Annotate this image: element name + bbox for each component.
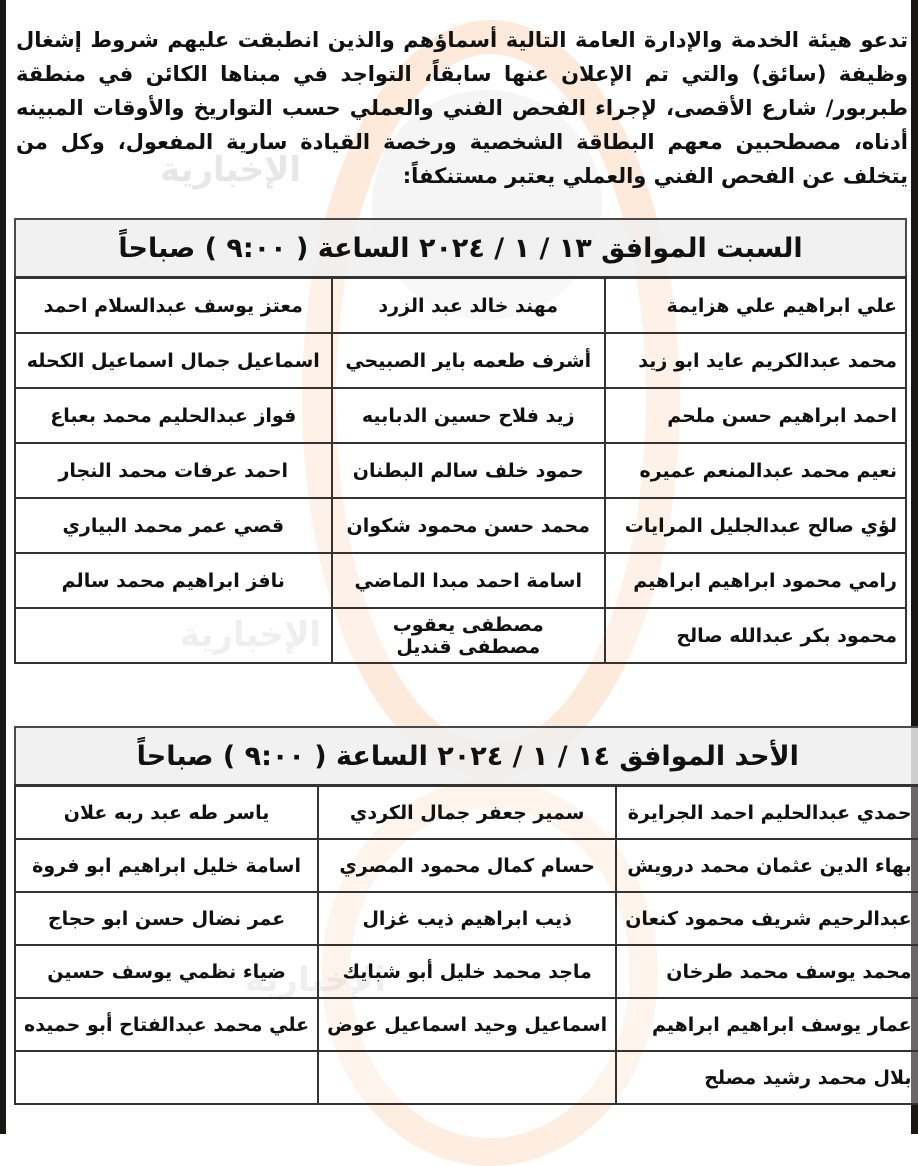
watermark-brand-text: الإخبارية [245, 960, 387, 1000]
name-cell: نافز ابراهيم محمد سالم [15, 553, 332, 608]
name-cell: بلال محمد رشيد مصلح [616, 1051, 918, 1104]
schedule-header: الأحد الموافق ١٤ / ١ / ٢٠٢٤ الساعة ( ٩:٠٠ ) صباحاً [15, 727, 918, 786]
name-cell: ذيب ابراهيم ذيب غزال [318, 892, 616, 945]
name-cell: اسماعيل وحيد اسماعيل عوض [318, 998, 616, 1051]
table-row [15, 839, 918, 892]
name-cell: حمدي عبدالحليم احمد الجرايرة [616, 786, 918, 840]
watermark-brand-text: الإخبارية [180, 615, 322, 655]
name-cell: رامي محمود ابراهيم ابراهيم [605, 553, 906, 608]
name-cell: علي ابراهيم علي هزايمة [605, 278, 906, 334]
name-cell: احمد ابراهيم حسن ملحم [605, 388, 906, 443]
schedule-body [15, 278, 906, 664]
name-cell: معتز يوسف عبدالسلام احمد [15, 278, 332, 334]
table-row [15, 443, 906, 498]
name-cell: اسامة احمد مبدا الماضي [332, 553, 605, 608]
schedule-table-sunday [14, 726, 918, 1105]
name-cell: اسماعيل جمال اسماعيل الكحله [15, 333, 332, 388]
schedule-header: السبت الموافق ١٣ / ١ / ٢٠٢٤ الساعة ( ٩:٠٠ ) صباحاً [15, 219, 906, 278]
table-row [15, 388, 906, 443]
name-cell: حسام كمال محمود المصري [318, 839, 616, 892]
name-cell: علي محمد عبدالفتاح أبو حميده [15, 998, 318, 1051]
watermark-brand-text: الإخبارية [160, 150, 302, 190]
name-cell: لؤي صالح عبدالجليل المرايات [605, 498, 906, 553]
schedule-table-saturday [14, 218, 907, 664]
name-cell: عبدالرحيم شريف محمود كنعان [616, 892, 918, 945]
name-cell: محمد حسن محمود شكوان [332, 498, 605, 553]
name-cell: عمر نضال حسن ابو حجاج [15, 892, 318, 945]
name-cell: قصي عمر محمد البياري [15, 498, 332, 553]
name-cell: حمود خلف سالم البطنان [332, 443, 605, 498]
name-cell: محمود بكر عبدالله صالح [605, 608, 906, 663]
name-cell: اسامة خليل ابراهيم ابو فروة [15, 839, 318, 892]
name-cell: ماجد محمد خليل أبو شبايك [318, 945, 616, 998]
table-row [15, 1051, 918, 1104]
table-row [15, 998, 918, 1051]
table-row [15, 608, 906, 663]
intro-paragraph: تدعو هيئة الخدمة والإدارة العامة التالية أسماؤهم والذين انطبقت عليهم شروط إشغال وظيفة (سائق) والتي تم الإعلان عنها سابقاً، التواجد في مبناها الكائن في منطقة طبربور/ شارع الأقصى، لإجراء الفحص الفني والعملي حسب التواريخ والأوقات المبينه أدناه، مصطحبين معهم البطاقة الشخصية ورخصة القيادة سارية المفعول، وكل من يتخلف عن الفحص الفني والعملي يعتبر مستنكفاً: [16, 28, 908, 188]
empty-cell [318, 1051, 616, 1104]
table-row [15, 892, 918, 945]
schedule-body [15, 786, 918, 1105]
name-cell: نعيم محمد عبدالمنعم عميره [605, 443, 906, 498]
name-cell: محمد يوسف محمد طرخان [616, 945, 918, 998]
name-cell: بهاء الدين عثمان محمد درويش [616, 839, 918, 892]
name-cell: فواز عبدالحليم محمد بعباع [15, 388, 332, 443]
name-cell: ضياء نظمي يوسف حسين [15, 945, 318, 998]
page-frame-left [0, 0, 6, 1134]
empty-cell [15, 1051, 318, 1104]
table-row [15, 333, 906, 388]
name-cell: أشرف طعمه باير الصبيحي [332, 333, 605, 388]
table-row [15, 278, 906, 334]
name-cell: عمار يوسف ابراهيم ابراهيم [616, 998, 918, 1051]
name-cell: مصطفى يعقوب مصطفى قنديل [332, 608, 605, 663]
empty-cell [15, 608, 332, 663]
name-cell: احمد عرفات محمد النجار [15, 443, 332, 498]
table-row [15, 945, 918, 998]
name-cell: ياسر طه عبد ربه علان [15, 786, 318, 840]
name-cell: محمد عبدالكريم عايد ابو زيد [605, 333, 906, 388]
table-row [15, 553, 906, 608]
name-cell: مهند خالد عبد الزرد [332, 278, 605, 334]
table-row [15, 498, 906, 553]
name-cell: سمير جعفر جمال الكردي [318, 786, 616, 840]
name-cell: زيد فلاح حسين الدبابيه [332, 388, 605, 443]
table-row [15, 786, 918, 840]
